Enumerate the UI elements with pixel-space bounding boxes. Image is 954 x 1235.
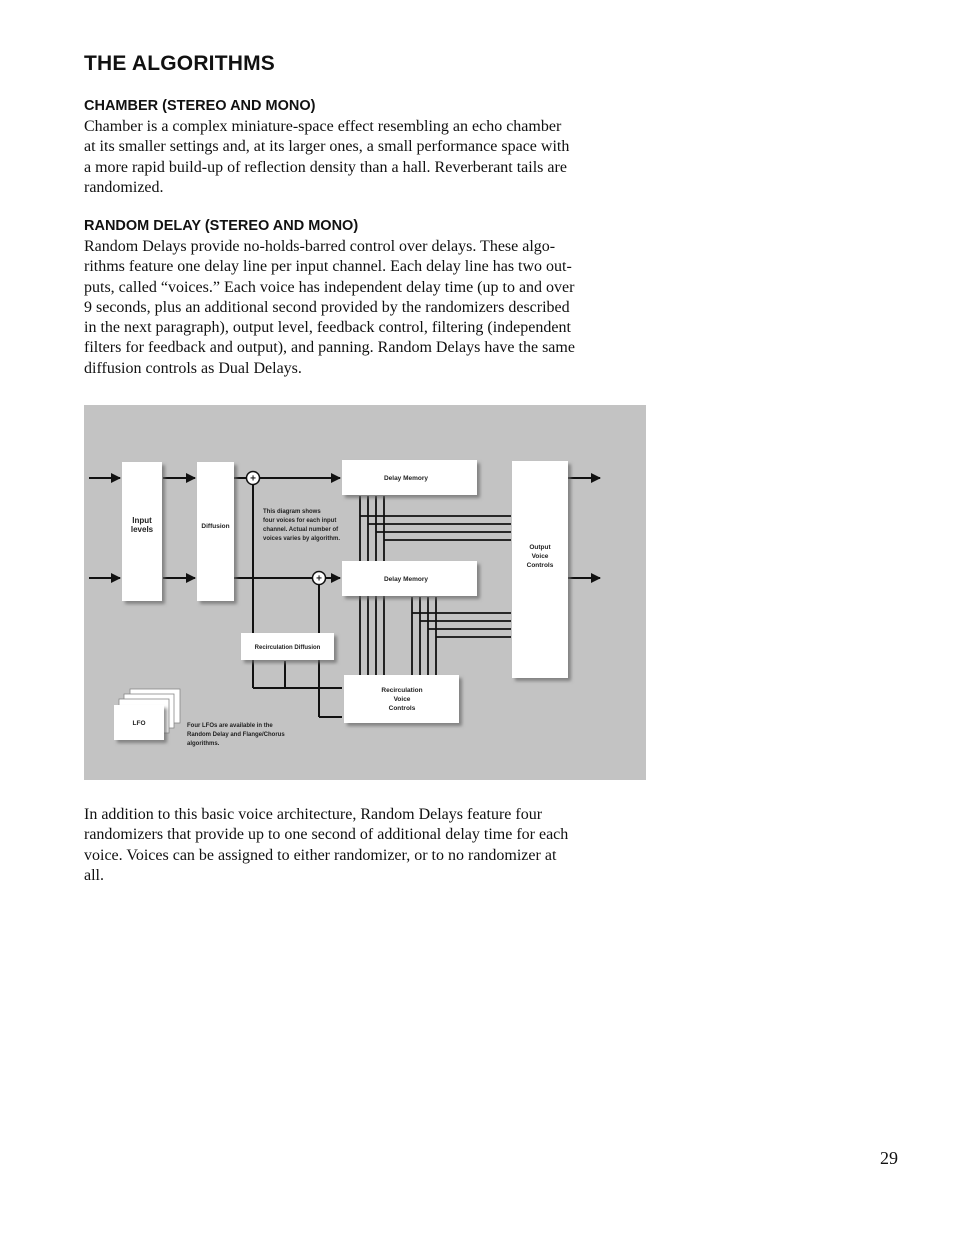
recirculation-voice-controls-block xyxy=(344,675,459,723)
text-line: Random Delays provide no-holds-barred control over delays. These algo- xyxy=(84,238,556,255)
output-voice-controls-block xyxy=(512,461,568,678)
diagram-svg xyxy=(84,405,646,780)
delay-memory-block-1 xyxy=(342,460,477,495)
section-heading-chamber: CHAMBER (STEREO AND MONO) xyxy=(84,98,316,114)
random-delay-block-diagram xyxy=(84,405,646,780)
svg-text:Recirculation Diffusion: Recirculation Diffusion xyxy=(254,645,321,651)
text-line: randomizers that provide up to one second of additional delay time for each xyxy=(84,826,569,844)
note-lfos xyxy=(187,723,285,747)
delay-memory-block-2 xyxy=(342,561,477,596)
svg-text:+: + xyxy=(250,473,256,485)
text-line: diffusion controls as Dual Delays. xyxy=(84,359,302,377)
text-line: puts, called “voices.” Each voice has independent delay time (up to and over xyxy=(84,278,575,296)
svg-text:voices varies by algorithm.: voices varies by algorithm. xyxy=(263,536,341,542)
svg-text:algorithms.: algorithms. xyxy=(187,741,220,747)
svg-text:levels: levels xyxy=(130,525,154,534)
svg-text:Delay Memory: Delay Memory xyxy=(383,576,429,583)
recirculation-diffusion-block xyxy=(241,633,334,660)
text-line: in the next paragraph), output level, feedback control, filtering (independent xyxy=(84,319,571,337)
svg-text:This diagram shows: This diagram shows xyxy=(263,509,321,515)
text-line: filters for feedback and output), and panning. Random Delays have the same xyxy=(84,339,575,357)
svg-text:Controls: Controls xyxy=(388,705,416,712)
svg-text:Voice: Voice xyxy=(531,553,549,560)
text-line: at its smaller settings and, at its larger ones, a small performance space with xyxy=(84,138,570,156)
svg-text:Diffusion: Diffusion xyxy=(201,523,230,530)
page-title: THE ALGORITHMS xyxy=(84,52,276,75)
text-line: Chamber is a complex miniature-space effect resembling an echo chamber xyxy=(84,118,562,135)
svg-text:+: + xyxy=(316,573,322,585)
svg-text:four voices for each input: four voices for each input xyxy=(263,518,337,524)
text-line: voice. Voices can be assigned to either randomizer, or to no randomizer at xyxy=(84,846,557,864)
svg-text:Delay Memory: Delay Memory xyxy=(383,475,429,482)
svg-text:channel. Actual number of: channel. Actual number of xyxy=(263,527,339,533)
paragraph-random-delay xyxy=(84,237,604,379)
text-line: randomized. xyxy=(84,178,164,196)
text-line: In addition to this basic voice architecture, Random Delays feature four xyxy=(84,806,543,823)
svg-text:Input: Input xyxy=(132,516,152,525)
input-levels-block xyxy=(122,462,162,601)
svg-text:Four LFOs are available in the: Four LFOs are available in the xyxy=(187,723,273,729)
svg-text:Random Delay and Flange/Chorus: Random Delay and Flange/Chorus xyxy=(187,732,285,738)
text-line: a more rapid build-up of reflection density than a hall. Reverberant tails are xyxy=(84,158,567,176)
svg-text:Voice: Voice xyxy=(393,696,411,703)
section-heading-random-delay: RANDOM DELAY (STEREO AND MONO) xyxy=(84,218,359,234)
lfo-stack xyxy=(114,689,180,740)
svg-text:Output: Output xyxy=(529,544,551,551)
paragraph-chamber xyxy=(84,117,604,198)
svg-text:LFO: LFO xyxy=(132,720,146,727)
text-line: rithms feature one delay line per input channel. Each delay line has two out- xyxy=(84,258,572,276)
page-number: 29 xyxy=(880,1148,898,1168)
sum-junction-2 xyxy=(313,572,326,585)
text-line: 9 seconds, plus an additional second provided by the randomizers described xyxy=(84,298,570,316)
text-line: all. xyxy=(84,866,104,884)
paragraph-randomizers xyxy=(84,805,604,886)
sum-junction-1 xyxy=(247,472,260,485)
svg-text:Controls: Controls xyxy=(526,562,554,569)
svg-text:Recirculation: Recirculation xyxy=(381,687,423,694)
note-voices xyxy=(263,509,340,542)
diffusion-block xyxy=(197,462,234,601)
